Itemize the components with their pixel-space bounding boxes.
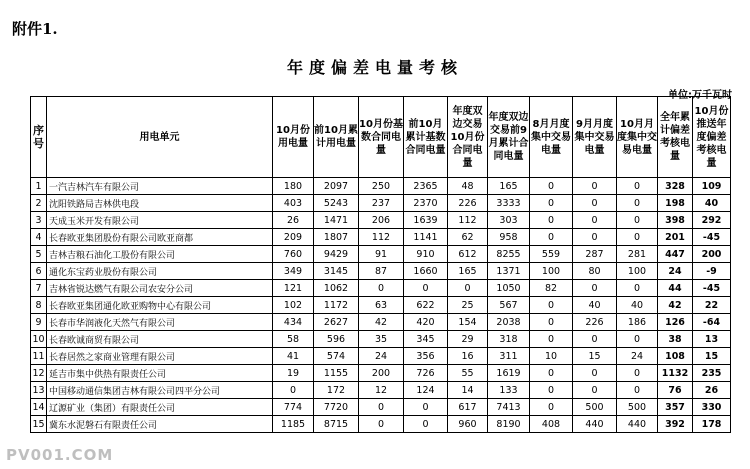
- cell-cumulative-base-contract: 2365: [404, 178, 448, 195]
- table-header-row: [31, 97, 731, 178]
- cell-unit-name: 一汽吉林汽车有限公司: [47, 178, 273, 195]
- cell-oct-pushed-deviation: 330: [693, 399, 731, 416]
- watermark-logo: PV001.COM: [6, 446, 114, 464]
- cell-oct-centralized: 0: [617, 382, 658, 399]
- col-header-aug-centralized: 8月月度集中交易电量: [530, 97, 573, 178]
- table-row: [31, 348, 731, 365]
- cell-oct-usage: 41: [273, 348, 314, 365]
- cell-annual-deviation: 108: [658, 348, 693, 365]
- cell-row-index: 8: [31, 297, 47, 314]
- cell-sep-centralized: 15: [573, 348, 617, 365]
- cell-aug-centralized: 0: [530, 382, 573, 399]
- cell-annual-deviation: 44: [658, 280, 693, 297]
- cell-annual-deviation: 38: [658, 331, 693, 348]
- cell-oct-usage: 349: [273, 263, 314, 280]
- cell-bilateral-oct: 16: [448, 348, 488, 365]
- cell-sep-centralized: 0: [573, 382, 617, 399]
- table-row: [31, 229, 731, 246]
- cell-oct-usage: 0: [273, 382, 314, 399]
- cell-sep-centralized: 0: [573, 212, 617, 229]
- cell-aug-centralized: 100: [530, 263, 573, 280]
- col-header-oct-pushed-deviation: 10月份推送年度偏差考核电量: [693, 97, 731, 178]
- cell-aug-centralized: 10: [530, 348, 573, 365]
- cell-cumulative-usage: 8715: [314, 416, 359, 433]
- cell-cumulative-usage: 2627: [314, 314, 359, 331]
- cell-bilateral-first9: 8190: [488, 416, 530, 433]
- cell-cumulative-base-contract: 2370: [404, 195, 448, 212]
- cell-cumulative-usage: 596: [314, 331, 359, 348]
- table-row: [31, 416, 731, 433]
- table-row: [31, 246, 731, 263]
- cell-cumulative-usage: 7720: [314, 399, 359, 416]
- table-row: [31, 263, 731, 280]
- cell-oct-centralized: 0: [617, 331, 658, 348]
- cell-oct-base-contract: 0: [359, 416, 404, 433]
- table-row: [31, 178, 731, 195]
- cell-oct-base-contract: 35: [359, 331, 404, 348]
- cell-sep-centralized: 0: [573, 229, 617, 246]
- cell-bilateral-first9: 2038: [488, 314, 530, 331]
- cell-unit-name: 中国移动通信集团吉林有限公司四平分公司: [47, 382, 273, 399]
- cell-cumulative-usage: 574: [314, 348, 359, 365]
- cell-oct-pushed-deviation: 15: [693, 348, 731, 365]
- cell-oct-pushed-deviation: -9: [693, 263, 731, 280]
- cell-bilateral-oct: 617: [448, 399, 488, 416]
- cell-bilateral-oct: 154: [448, 314, 488, 331]
- cell-oct-usage: 434: [273, 314, 314, 331]
- cell-aug-centralized: 0: [530, 212, 573, 229]
- cell-oct-pushed-deviation: 26: [693, 382, 731, 399]
- cell-aug-centralized: 82: [530, 280, 573, 297]
- cell-unit-name: 冀东水泥磐石有限责任公司: [47, 416, 273, 433]
- cell-bilateral-first9: 958: [488, 229, 530, 246]
- cell-unit-name: 辽源矿业（集团）有限责任公司: [47, 399, 273, 416]
- cell-oct-centralized: 440: [617, 416, 658, 433]
- cell-bilateral-oct: 112: [448, 212, 488, 229]
- cell-oct-centralized: 0: [617, 195, 658, 212]
- unit-label: 单位:万千瓦时: [668, 90, 732, 101]
- cell-oct-base-contract: 0: [359, 280, 404, 297]
- cell-annual-deviation: 447: [658, 246, 693, 263]
- cell-oct-usage: 19: [273, 365, 314, 382]
- cell-oct-base-contract: 24: [359, 348, 404, 365]
- cell-cumulative-usage: 3145: [314, 263, 359, 280]
- cell-oct-centralized: 0: [617, 178, 658, 195]
- cell-bilateral-oct: 0: [448, 280, 488, 297]
- cell-cumulative-base-contract: 1639: [404, 212, 448, 229]
- cell-cumulative-base-contract: 356: [404, 348, 448, 365]
- cell-oct-centralized: 0: [617, 280, 658, 297]
- cell-cumulative-base-contract: 1660: [404, 263, 448, 280]
- cell-oct-base-contract: 250: [359, 178, 404, 195]
- cell-oct-pushed-deviation: 22: [693, 297, 731, 314]
- table-row: [31, 280, 731, 297]
- cell-oct-centralized: 100: [617, 263, 658, 280]
- cell-sep-centralized: 80: [573, 263, 617, 280]
- col-header-oct-centralized: 10月月度集中交易电量: [617, 97, 658, 178]
- cell-oct-pushed-deviation: 13: [693, 331, 731, 348]
- cell-cumulative-base-contract: 0: [404, 416, 448, 433]
- cell-row-index: 15: [31, 416, 47, 433]
- cell-bilateral-first9: 1619: [488, 365, 530, 382]
- cell-oct-base-contract: 12: [359, 382, 404, 399]
- col-header-bilateral-first9: 年度双边交易前9月累计合同电量: [488, 97, 530, 178]
- cell-unit-name: 延吉市集中供热有限责任公司: [47, 365, 273, 382]
- cell-oct-base-contract: 42: [359, 314, 404, 331]
- cell-row-index: 9: [31, 314, 47, 331]
- cell-aug-centralized: 559: [530, 246, 573, 263]
- cell-oct-base-contract: 87: [359, 263, 404, 280]
- cell-row-index: 6: [31, 263, 47, 280]
- cell-cumulative-usage: 5243: [314, 195, 359, 212]
- cell-bilateral-oct: 14: [448, 382, 488, 399]
- cell-unit-name: 沈阳铁路局吉林供电段: [47, 195, 273, 212]
- cell-unit-name: 长春市华润液化天然气有限公司: [47, 314, 273, 331]
- cell-oct-usage: 403: [273, 195, 314, 212]
- cell-cumulative-base-contract: 622: [404, 297, 448, 314]
- cell-bilateral-first9: 3333: [488, 195, 530, 212]
- cell-cumulative-base-contract: 124: [404, 382, 448, 399]
- cell-oct-pushed-deviation: -45: [693, 229, 731, 246]
- cell-row-index: 10: [31, 331, 47, 348]
- cell-oct-centralized: 24: [617, 348, 658, 365]
- cell-oct-pushed-deviation: 292: [693, 212, 731, 229]
- cell-cumulative-base-contract: 1141: [404, 229, 448, 246]
- cell-bilateral-first9: 1050: [488, 280, 530, 297]
- cell-sep-centralized: 0: [573, 365, 617, 382]
- cell-row-index: 11: [31, 348, 47, 365]
- cell-oct-centralized: 0: [617, 365, 658, 382]
- cell-oct-usage: 209: [273, 229, 314, 246]
- cell-row-index: 1: [31, 178, 47, 195]
- cell-unit-name: 通化东宝药业股份有限公司: [47, 263, 273, 280]
- cell-bilateral-oct: 62: [448, 229, 488, 246]
- cell-annual-deviation: 24: [658, 263, 693, 280]
- cell-unit-name: 长春居然之家商业管理有限公司: [47, 348, 273, 365]
- cell-cumulative-usage: 1471: [314, 212, 359, 229]
- cell-oct-pushed-deviation: 40: [693, 195, 731, 212]
- col-header-bilateral-oct: 年度双边交易10月份合同电量: [448, 97, 488, 178]
- cell-unit-name: 长春欧诚商贸有限公司: [47, 331, 273, 348]
- cell-aug-centralized: 0: [530, 297, 573, 314]
- cell-oct-base-contract: 63: [359, 297, 404, 314]
- cell-bilateral-oct: 29: [448, 331, 488, 348]
- cell-annual-deviation: 42: [658, 297, 693, 314]
- cell-oct-usage: 121: [273, 280, 314, 297]
- cell-oct-pushed-deviation: 109: [693, 178, 731, 195]
- assessment-table: [30, 96, 731, 433]
- cell-aug-centralized: 0: [530, 195, 573, 212]
- cell-annual-deviation: 328: [658, 178, 693, 195]
- cell-annual-deviation: 392: [658, 416, 693, 433]
- col-header-unit-name: 用电单元: [47, 97, 273, 178]
- cell-oct-base-contract: 0: [359, 399, 404, 416]
- cell-oct-usage: 180: [273, 178, 314, 195]
- cell-sep-centralized: 0: [573, 195, 617, 212]
- cell-annual-deviation: 357: [658, 399, 693, 416]
- cell-oct-pushed-deviation: 235: [693, 365, 731, 382]
- table-row: [31, 314, 731, 331]
- cell-cumulative-base-contract: 420: [404, 314, 448, 331]
- cell-cumulative-usage: 9429: [314, 246, 359, 263]
- cell-cumulative-usage: 1155: [314, 365, 359, 382]
- col-header-cumulative-base-contract: 前10月累计基数合同电量: [404, 97, 448, 178]
- cell-oct-usage: 1185: [273, 416, 314, 433]
- cell-bilateral-oct: 165: [448, 263, 488, 280]
- cell-bilateral-oct: 25: [448, 297, 488, 314]
- cell-cumulative-base-contract: 726: [404, 365, 448, 382]
- cell-cumulative-base-contract: 0: [404, 399, 448, 416]
- cell-oct-pushed-deviation: -64: [693, 314, 731, 331]
- cell-bilateral-first9: 1371: [488, 263, 530, 280]
- table-row: [31, 297, 731, 314]
- cell-oct-base-contract: 200: [359, 365, 404, 382]
- cell-oct-pushed-deviation: -45: [693, 280, 731, 297]
- cell-bilateral-oct: 226: [448, 195, 488, 212]
- cell-sep-centralized: 0: [573, 280, 617, 297]
- cell-aug-centralized: 0: [530, 399, 573, 416]
- cell-aug-centralized: 0: [530, 178, 573, 195]
- cell-oct-centralized: 281: [617, 246, 658, 263]
- cell-aug-centralized: 0: [530, 365, 573, 382]
- cell-bilateral-oct: 612: [448, 246, 488, 263]
- table-row: [31, 195, 731, 212]
- cell-row-index: 14: [31, 399, 47, 416]
- cell-oct-centralized: 0: [617, 212, 658, 229]
- cell-cumulative-usage: 2097: [314, 178, 359, 195]
- table-row: [31, 212, 731, 229]
- cell-oct-usage: 760: [273, 246, 314, 263]
- cell-annual-deviation: 76: [658, 382, 693, 399]
- cell-annual-deviation: 398: [658, 212, 693, 229]
- cell-row-index: 12: [31, 365, 47, 382]
- cell-sep-centralized: 226: [573, 314, 617, 331]
- cell-aug-centralized: 0: [530, 331, 573, 348]
- cell-cumulative-usage: 1172: [314, 297, 359, 314]
- cell-unit-name: 长春欧亚集团通化欧亚购物中心有限公司: [47, 297, 273, 314]
- page-title: 年度偏差电量考核: [286, 58, 463, 77]
- cell-oct-usage: 26: [273, 212, 314, 229]
- cell-bilateral-first9: 318: [488, 331, 530, 348]
- cell-bilateral-first9: 311: [488, 348, 530, 365]
- cell-oct-base-contract: 91: [359, 246, 404, 263]
- col-header-oct-usage: 10月份用电量: [273, 97, 314, 178]
- cell-bilateral-oct: 48: [448, 178, 488, 195]
- cell-sep-centralized: 287: [573, 246, 617, 263]
- cell-unit-name: 吉林吉粮石油化工股份有限公司: [47, 246, 273, 263]
- cell-bilateral-first9: 8255: [488, 246, 530, 263]
- cell-row-index: 2: [31, 195, 47, 212]
- col-header-cumulative-usage: 前10月累计用电量: [314, 97, 359, 178]
- cell-cumulative-usage: 1807: [314, 229, 359, 246]
- cell-sep-centralized: 0: [573, 178, 617, 195]
- cell-row-index: 13: [31, 382, 47, 399]
- col-header-index: 序号: [31, 97, 47, 178]
- cell-bilateral-first9: 567: [488, 297, 530, 314]
- cell-oct-pushed-deviation: 178: [693, 416, 731, 433]
- cell-oct-usage: 774: [273, 399, 314, 416]
- cell-oct-pushed-deviation: 200: [693, 246, 731, 263]
- cell-oct-centralized: 0: [617, 229, 658, 246]
- cell-aug-centralized: 408: [530, 416, 573, 433]
- col-header-sep-centralized: 9月月度集中交易电量: [573, 97, 617, 178]
- cell-bilateral-oct: 960: [448, 416, 488, 433]
- cell-sep-centralized: 500: [573, 399, 617, 416]
- cell-cumulative-base-contract: 910: [404, 246, 448, 263]
- table-row: [31, 365, 731, 382]
- cell-oct-base-contract: 112: [359, 229, 404, 246]
- cell-bilateral-first9: 7413: [488, 399, 530, 416]
- cell-unit-name: 长春欧亚集团股份有限公司欧亚商都: [47, 229, 273, 246]
- cell-sep-centralized: 40: [573, 297, 617, 314]
- cell-annual-deviation: 201: [658, 229, 693, 246]
- cell-cumulative-base-contract: 345: [404, 331, 448, 348]
- cell-aug-centralized: 0: [530, 229, 573, 246]
- cell-cumulative-usage: 1062: [314, 280, 359, 297]
- table-row: [31, 382, 731, 399]
- cell-row-index: 4: [31, 229, 47, 246]
- col-header-annual-deviation: 全年累计偏差考核电量: [658, 97, 693, 178]
- cell-oct-centralized: 500: [617, 399, 658, 416]
- cell-unit-name: 天成玉米开发有限公司: [47, 212, 273, 229]
- cell-sep-centralized: 440: [573, 416, 617, 433]
- cell-aug-centralized: 0: [530, 314, 573, 331]
- cell-oct-usage: 58: [273, 331, 314, 348]
- cell-cumulative-base-contract: 0: [404, 280, 448, 297]
- cell-cumulative-usage: 172: [314, 382, 359, 399]
- cell-unit-name: 吉林省锐达燃气有限公司农安分公司: [47, 280, 273, 297]
- attachment-label: 附件1.: [12, 20, 58, 38]
- cell-oct-centralized: 186: [617, 314, 658, 331]
- col-header-oct-base-contract: 10月份基数合同电量: [359, 97, 404, 178]
- cell-bilateral-oct: 55: [448, 365, 488, 382]
- cell-row-index: 7: [31, 280, 47, 297]
- cell-row-index: 3: [31, 212, 47, 229]
- cell-oct-base-contract: 237: [359, 195, 404, 212]
- cell-bilateral-first9: 303: [488, 212, 530, 229]
- cell-sep-centralized: 0: [573, 331, 617, 348]
- cell-annual-deviation: 1132: [658, 365, 693, 382]
- table-row: [31, 331, 731, 348]
- cell-row-index: 5: [31, 246, 47, 263]
- table-row: [31, 399, 731, 416]
- cell-oct-base-contract: 206: [359, 212, 404, 229]
- cell-annual-deviation: 198: [658, 195, 693, 212]
- cell-bilateral-first9: 133: [488, 382, 530, 399]
- cell-bilateral-first9: 165: [488, 178, 530, 195]
- cell-oct-usage: 102: [273, 297, 314, 314]
- cell-oct-centralized: 40: [617, 297, 658, 314]
- cell-annual-deviation: 126: [658, 314, 693, 331]
